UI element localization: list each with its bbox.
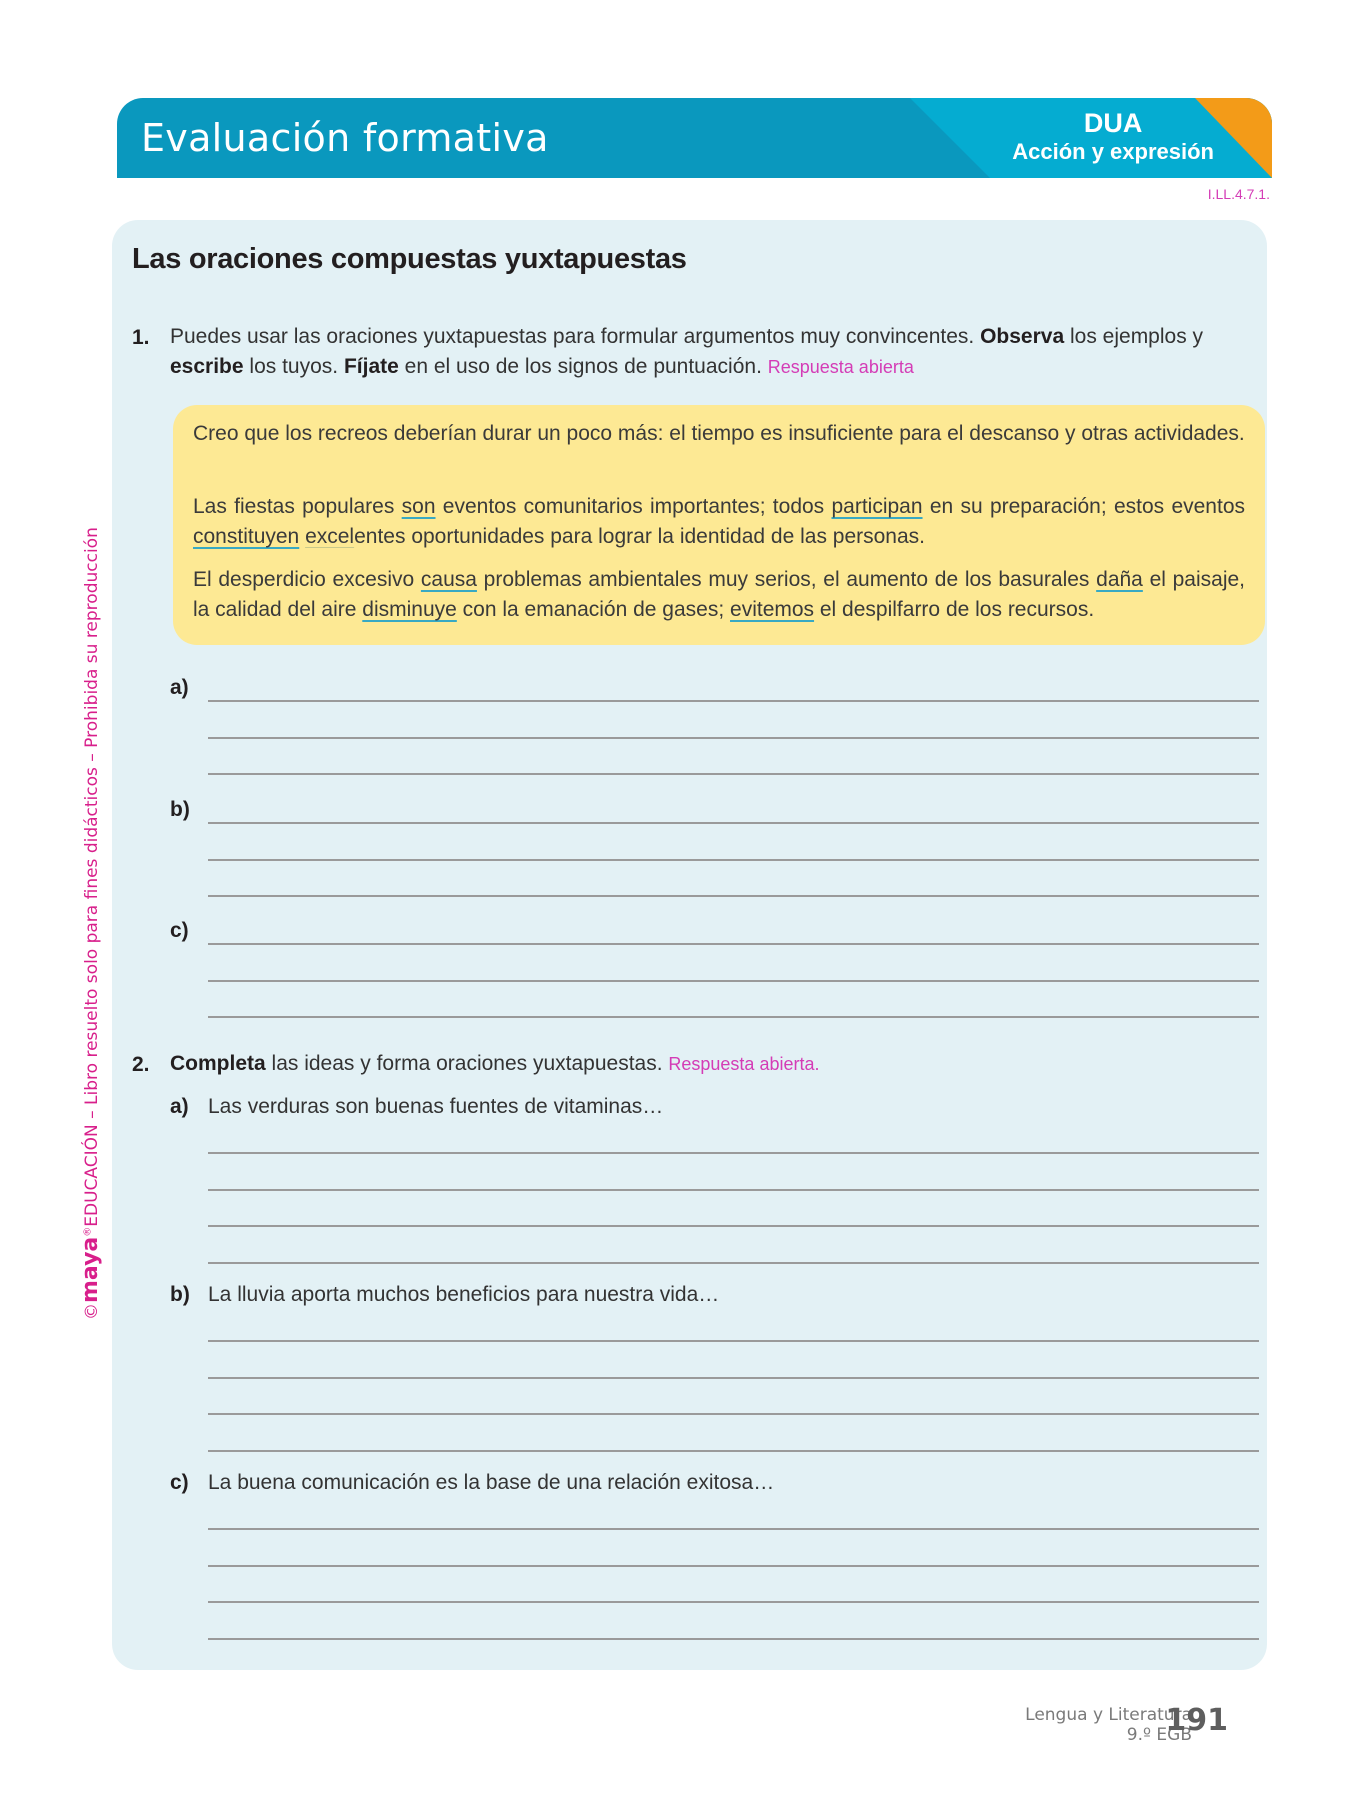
answer-line[interactable] [208, 1638, 1259, 1640]
underlined-verb: son [401, 495, 436, 518]
answer-line[interactable] [208, 1152, 1259, 1154]
underlined-verb: causa [420, 568, 477, 591]
example-text: el paisaje, la calidad del aire [193, 568, 1245, 621]
q1-text: los tuyos. [243, 355, 344, 378]
answer-line[interactable] [208, 859, 1259, 861]
underlined-verb: disminuye [362, 598, 457, 621]
brand-logo: maya [78, 1236, 103, 1303]
answer-line[interactable] [208, 1340, 1259, 1342]
dua-badge [1012, 108, 1214, 166]
example-text: Las fiestas populares [193, 495, 402, 518]
answer-line[interactable] [208, 737, 1259, 739]
registered-symbol: ® [82, 1226, 94, 1237]
example-text: Creo que los recreos deberían durar un poco más: el tiempo es insuficiente para el descanso y otras actividades. [193, 422, 1245, 445]
underlined-verb: participan [831, 495, 923, 518]
example-paragraph [193, 419, 1245, 449]
answer-line[interactable] [208, 1528, 1259, 1530]
answer-line[interactable] [208, 980, 1259, 982]
standard-code: I.LL.4.7.1. [1207, 186, 1270, 202]
answer-line[interactable] [208, 1565, 1259, 1567]
answer-line[interactable] [208, 1189, 1259, 1191]
q2-item-prompt: Las verduras son buenas fuentes de vitaminas… [208, 1095, 664, 1118]
example-text: El desperdicio excesivo [193, 568, 421, 591]
q2-item-label: b) [170, 1283, 190, 1306]
section-title: Las oraciones compuestas yuxtapuestas [132, 243, 687, 275]
answer-line[interactable] [208, 700, 1259, 702]
question-2-instructions [170, 1049, 1262, 1079]
answer-line[interactable] [208, 1225, 1259, 1227]
q1-item-label: c) [170, 919, 189, 942]
answer-line[interactable] [208, 1262, 1259, 1264]
copyright-notice [78, 527, 103, 1320]
q1-item-label: b) [170, 798, 190, 821]
q2-item-label: c) [170, 1471, 189, 1494]
q1-text: en el uso de los signos de puntuación. [398, 355, 768, 378]
q1-bold-escribe: escribe [170, 355, 244, 378]
answer-line[interactable] [208, 943, 1259, 945]
dua-badge-subtitle: Acción y expresión [1012, 139, 1214, 164]
q2-answer-note: Respuesta abierta. [668, 1054, 820, 1074]
q1-text: los ejemplos y [1064, 325, 1204, 348]
footer-grade: 9.º EGB [1126, 1725, 1192, 1745]
examples-box [173, 405, 1265, 645]
answer-line[interactable] [208, 895, 1259, 897]
example-paragraph [193, 565, 1245, 625]
q1-answer-note: Respuesta abierta [767, 357, 914, 377]
header-title: Evaluación formativa [141, 116, 549, 160]
q2-text: las ideas y forma oraciones yuxtapuestas. [265, 1052, 669, 1075]
answer-line[interactable] [208, 1601, 1259, 1603]
dua-badge-title: DUA [1083, 108, 1143, 138]
q1-text: Puedes usar las oraciones yuxtapuestas para formular argumentos muy convincentes. [170, 325, 981, 348]
q2-item-label: a) [170, 1095, 189, 1118]
answer-line[interactable] [208, 773, 1259, 775]
example-paragraph [193, 492, 1245, 552]
q1-item-label: a) [170, 676, 189, 699]
answer-line[interactable] [208, 1377, 1259, 1379]
q1-bold-fijate: Fíjate [343, 355, 399, 378]
question-2-number: 2. [132, 1053, 150, 1076]
q2-item-prompt: La buena comunicación es la base de una relación exitosa… [208, 1471, 775, 1494]
answer-line[interactable] [208, 1016, 1259, 1018]
question-1-instructions [170, 322, 1262, 382]
copyright-symbol: © [82, 1303, 102, 1320]
example-text: problemas ambientales muy serios, el aumento de los basurales [476, 568, 1097, 591]
underlined-verb: constituyen [193, 525, 300, 548]
underlined-verb: evitemos [730, 598, 815, 621]
footer-subject-name: Lengua y Literatura [1025, 1705, 1192, 1725]
answer-line[interactable] [208, 1413, 1259, 1415]
example-text: entes oportunidades para lograr la identidad de las personas. [354, 525, 925, 548]
q2-item-prompt: La lluvia aporta muchos beneficios para nuestra vida… [208, 1283, 720, 1306]
answer-line[interactable] [208, 822, 1259, 824]
q2-bold-completa: Completa [170, 1052, 266, 1075]
faint-underline: excel [305, 525, 355, 548]
section-header-bar [117, 98, 1272, 178]
q1-bold-observa: Observa [980, 325, 1065, 348]
answer-line[interactable] [208, 1450, 1259, 1452]
example-text: el despilfarro de los recursos. [814, 598, 1095, 621]
question-1-number: 1. [132, 326, 150, 349]
page-number: 191 [1165, 1703, 1228, 1738]
underlined-verb: daña [1096, 568, 1143, 591]
example-text: eventos comunitarios importantes; todos [435, 495, 832, 518]
example-text: con la emanación de gases; [456, 598, 731, 621]
example-text: en su preparación; estos eventos [922, 495, 1246, 518]
copyright-text: EDUCACIÓN – Libro resuelto solo para fines didácticos – Prohibida su reproducción [82, 527, 102, 1227]
